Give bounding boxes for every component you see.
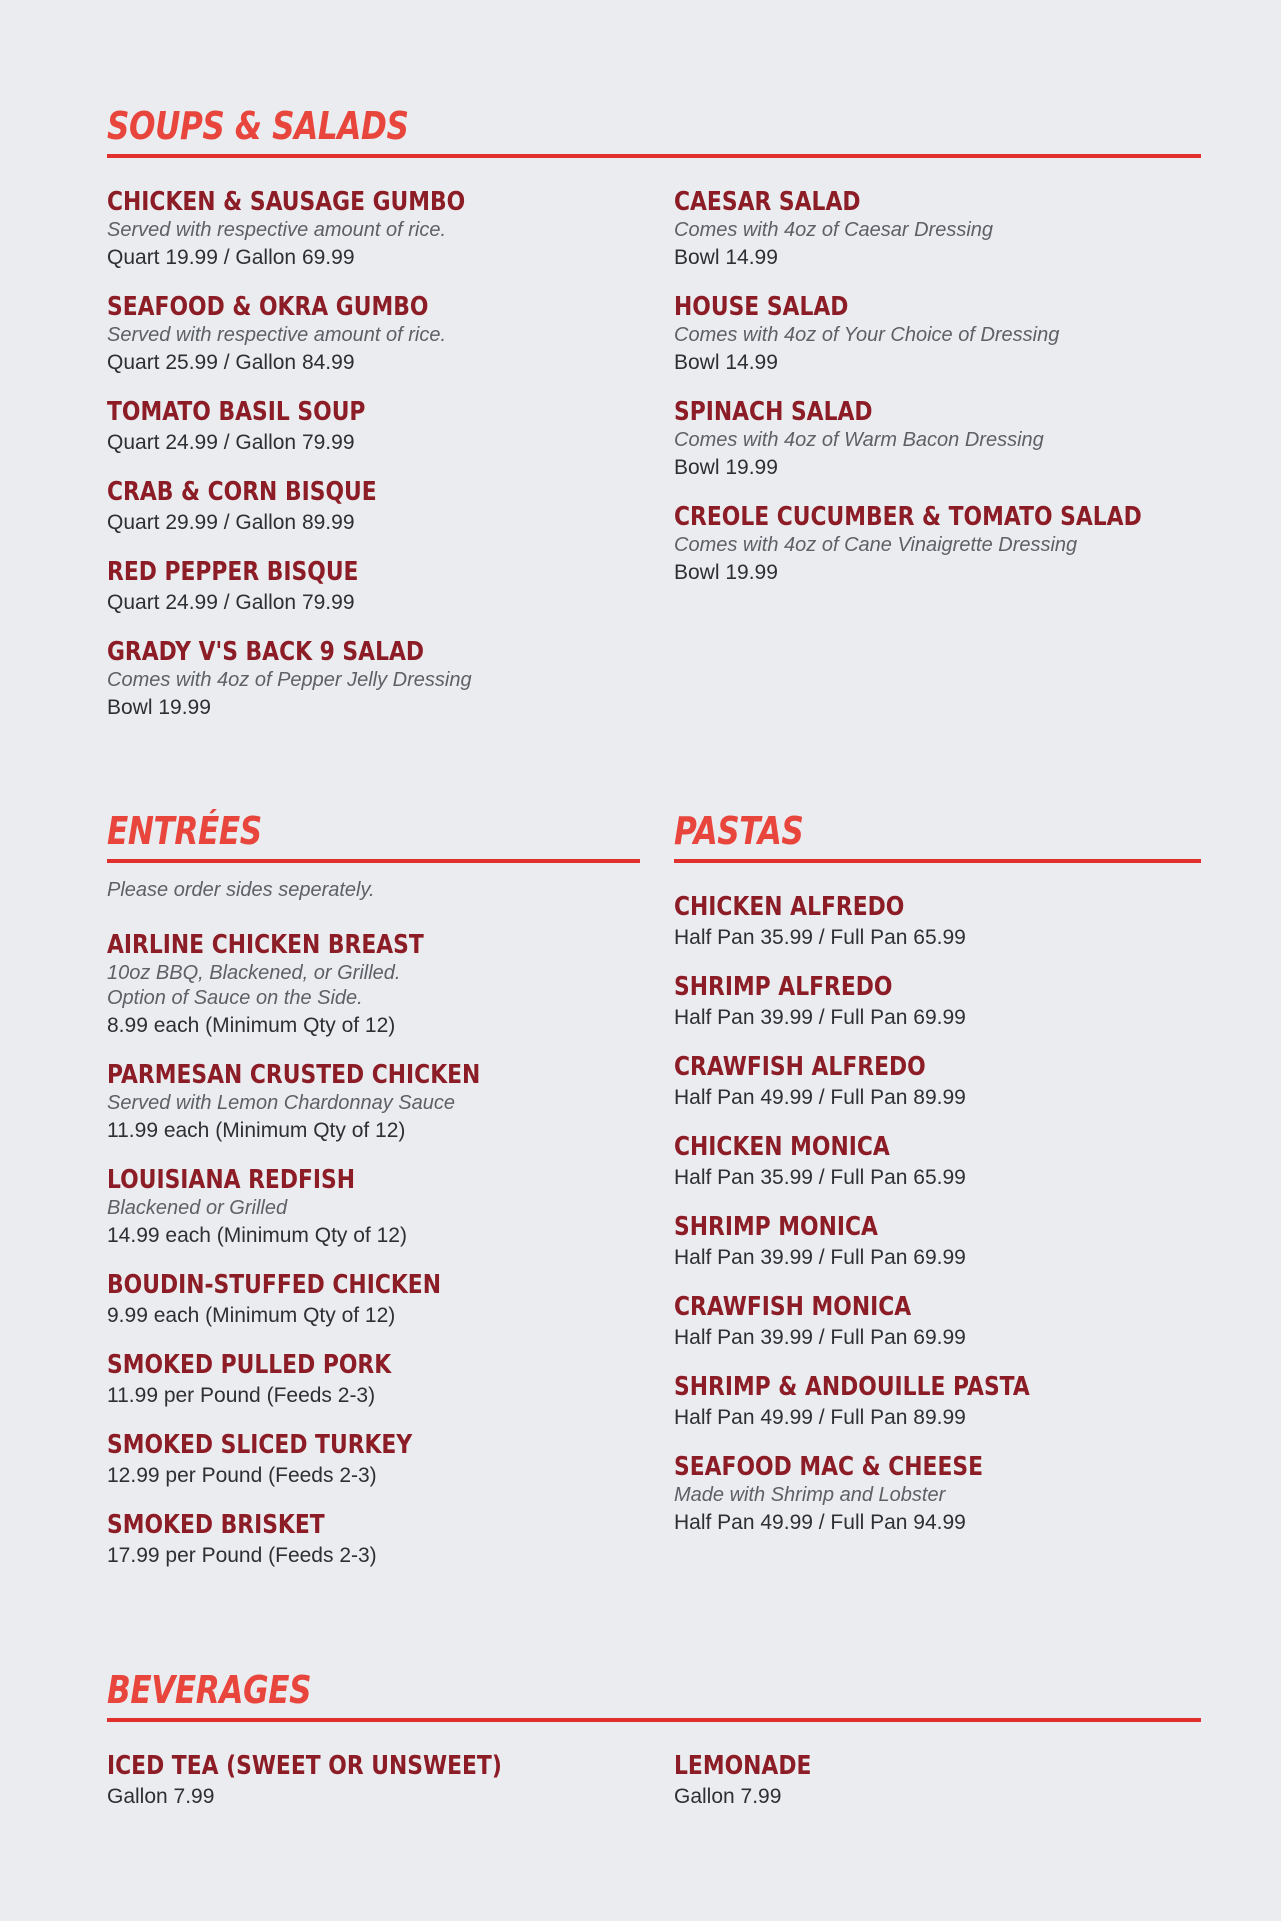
menu-item-description: 10oz BBQ, Blackened, or Grilled. Option of Sauce on the Side.: [107, 962, 401, 1009]
menu-item: [107, 1269, 640, 1331]
menu-item-price: Gallon 7.99: [674, 1785, 782, 1808]
menu-item-name: CRAWFISH MONICA: [674, 1292, 912, 1322]
menu-item-name: GRADY V'S BACK 9 SALAD: [107, 637, 425, 667]
menu-item-name: LOUISIANA REDFISH: [107, 1165, 356, 1195]
section-divider: [674, 859, 1201, 863]
menu-item-description: Served with respective amount of rice.: [107, 219, 447, 241]
menu-item: [107, 1429, 640, 1491]
menu-item: [674, 971, 1201, 1033]
menu-item-price: Bowl 14.99: [674, 246, 778, 269]
menu-item-name: AIRLINE CHICKEN BREAST: [107, 930, 424, 960]
menu-item-description: Made with Shrimp and Lobster: [674, 1484, 946, 1506]
menu-item-name: TOMATO BASIL SOUP: [107, 397, 366, 427]
soups-column: [107, 186, 647, 741]
menu-item: [107, 1349, 640, 1411]
menu-item: [674, 186, 1214, 273]
menu-item-price: 11.99 per Pound (Feeds 2-3): [107, 1384, 376, 1407]
section-divider: [107, 154, 1201, 158]
entrees-column: [107, 929, 640, 1589]
menu-item-description: Comes with 4oz of Your Choice of Dressing: [674, 324, 1060, 346]
menu-item-price: 8.99 each (Minimum Qty of 12): [107, 1014, 396, 1037]
menu-item-name: SPINACH SALAD: [674, 397, 873, 427]
menu-item-name: LEMONADE: [674, 1751, 812, 1781]
menu-item: [674, 1371, 1201, 1433]
menu-item: [674, 1291, 1201, 1353]
entrees-section: [107, 805, 640, 1605]
menu-item-price: Quart 25.99 / Gallon 84.99: [107, 351, 355, 374]
menu-item-price: Quart 24.99 / Gallon 79.99: [107, 431, 355, 454]
menu-item-name: CHICKEN & SAUSAGE GUMBO: [107, 187, 466, 217]
menu-item-price: Half Pan 39.99 / Full Pan 69.99: [674, 1006, 966, 1029]
beverages-right-column: [674, 1750, 1214, 1830]
menu-item: [674, 1750, 1214, 1812]
menu-item: [674, 1131, 1201, 1193]
menu-item-price: Half Pan 49.99 / Full Pan 89.99: [674, 1086, 966, 1109]
menu-item-price: Quart 19.99 / Gallon 69.99: [107, 246, 355, 269]
menu-item: [674, 1051, 1201, 1113]
menu-item: [107, 396, 647, 458]
menu-item-name: CRAWFISH ALFREDO: [674, 1052, 926, 1082]
menu-item: [107, 1059, 640, 1146]
menu-item-price: Bowl 19.99: [674, 561, 778, 584]
menu-item-price: Gallon 7.99: [107, 1785, 215, 1808]
menu-item: [674, 501, 1214, 588]
menu-item: [107, 291, 647, 378]
entrees-note: Please order sides seperately.: [107, 879, 375, 901]
menu-item-price: 17.99 per Pound (Feeds 2-3): [107, 1544, 377, 1567]
menu-item: [674, 1451, 1201, 1538]
menu-item: [107, 1164, 640, 1251]
menu-item-name: PARMESAN CRUSTED CHICKEN: [107, 1060, 481, 1090]
menu-item: [107, 636, 647, 723]
menu-item: [107, 929, 640, 1041]
menu-item-name: SMOKED BRISKET: [107, 1510, 325, 1540]
menu-item-price: 11.99 each (Minimum Qty of 12): [107, 1119, 406, 1142]
menu-item-price: Quart 24.99 / Gallon 79.99: [107, 591, 355, 614]
menu-item-name: SMOKED SLICED TURKEY: [107, 1430, 413, 1460]
menu-item-description: Comes with 4oz of Warm Bacon Dressing: [674, 429, 1044, 451]
menu-item: [107, 476, 647, 538]
menu-item-description: Comes with 4oz of Caesar Dressing: [674, 219, 994, 241]
menu-item: [107, 1509, 640, 1571]
menu-item-price: Quart 29.99 / Gallon 89.99: [107, 511, 355, 534]
menu-item-name: SHRIMP MONICA: [674, 1212, 878, 1242]
menu-item-price: 12.99 per Pound (Feeds 2-3): [107, 1464, 377, 1487]
menu-item: [674, 291, 1214, 378]
menu-item-description: Served with Lemon Chardonnay Sauce: [107, 1092, 455, 1114]
menu-item-name: RED PEPPER BISQUE: [107, 557, 359, 587]
menu-item-name: CRAB & CORN BISQUE: [107, 477, 377, 507]
section-title-beverages: BEVERAGES: [107, 1668, 312, 1712]
menu-item: [107, 1750, 647, 1812]
menu-item-price: Bowl 19.99: [107, 696, 211, 719]
menu-item-price: 14.99 each (Minimum Qty of 12): [107, 1224, 407, 1247]
beverages-section: [107, 1664, 1201, 1824]
menu-item-price: Half Pan 49.99 / Full Pan 89.99: [674, 1406, 966, 1429]
menu-item-price: Bowl 19.99: [674, 456, 778, 479]
menu-item-price: Bowl 14.99: [674, 351, 778, 374]
menu-item-name: CAESAR SALAD: [674, 187, 861, 217]
pastas-section: [674, 805, 1201, 1605]
pastas-column: [674, 891, 1201, 1556]
menu-item-name: CHICKEN MONICA: [674, 1132, 890, 1162]
beverages-left-column: [107, 1750, 647, 1830]
menu-item: [107, 186, 647, 273]
menu-item-description: Comes with 4oz of Pepper Jelly Dressing: [107, 669, 472, 691]
section-title-pastas: PASTAS: [674, 809, 804, 853]
menu-item-name: SHRIMP ALFREDO: [674, 972, 893, 1002]
menu-item-price: Half Pan 35.99 / Full Pan 65.99: [674, 1166, 966, 1189]
menu-item-name: SMOKED PULLED PORK: [107, 1350, 392, 1380]
menu-item: [674, 1211, 1201, 1273]
section-title-soups-salads: SOUPS & SALADS: [107, 104, 409, 148]
menu-item: [674, 396, 1214, 483]
menu-item-name: SHRIMP & ANDOUILLE PASTA: [674, 1372, 1030, 1402]
soups-salads-section: [107, 100, 1201, 760]
menu-item-price: Half Pan 39.99 / Full Pan 69.99: [674, 1326, 966, 1349]
menu-item-name: HOUSE SALAD: [674, 292, 849, 322]
menu-item-name: CREOLE CUCUMBER & TOMATO SALAD: [674, 502, 1142, 532]
menu-item: [107, 556, 647, 618]
menu-item-name: SEAFOOD MAC & CHEESE: [674, 1452, 984, 1482]
section-title-entrees: ENTRÉES: [107, 809, 262, 853]
menu-item-description: Served with respective amount of rice.: [107, 324, 447, 346]
menu-item-price: Half Pan 49.99 / Full Pan 94.99: [674, 1511, 966, 1534]
section-divider: [107, 859, 640, 863]
salads-column: [674, 186, 1214, 606]
menu-item-price: Half Pan 39.99 / Full Pan 69.99: [674, 1246, 966, 1269]
menu-item-name: SEAFOOD & OKRA GUMBO: [107, 292, 429, 322]
menu-item-price: 9.99 each (Minimum Qty of 12): [107, 1304, 396, 1327]
menu-item: [674, 891, 1201, 953]
menu-item-name: BOUDIN-STUFFED CHICKEN: [107, 1270, 441, 1300]
menu-item-name: ICED TEA (SWEET OR UNSWEET): [107, 1751, 502, 1781]
menu-item-description: Blackened or Grilled: [107, 1197, 288, 1219]
menu-item-price: Half Pan 35.99 / Full Pan 65.99: [674, 926, 966, 949]
menu-item-description: Comes with 4oz of Cane Vinaigrette Dressing: [674, 534, 1078, 556]
menu-item-name: CHICKEN ALFREDO: [674, 892, 905, 922]
section-divider: [107, 1718, 1201, 1722]
